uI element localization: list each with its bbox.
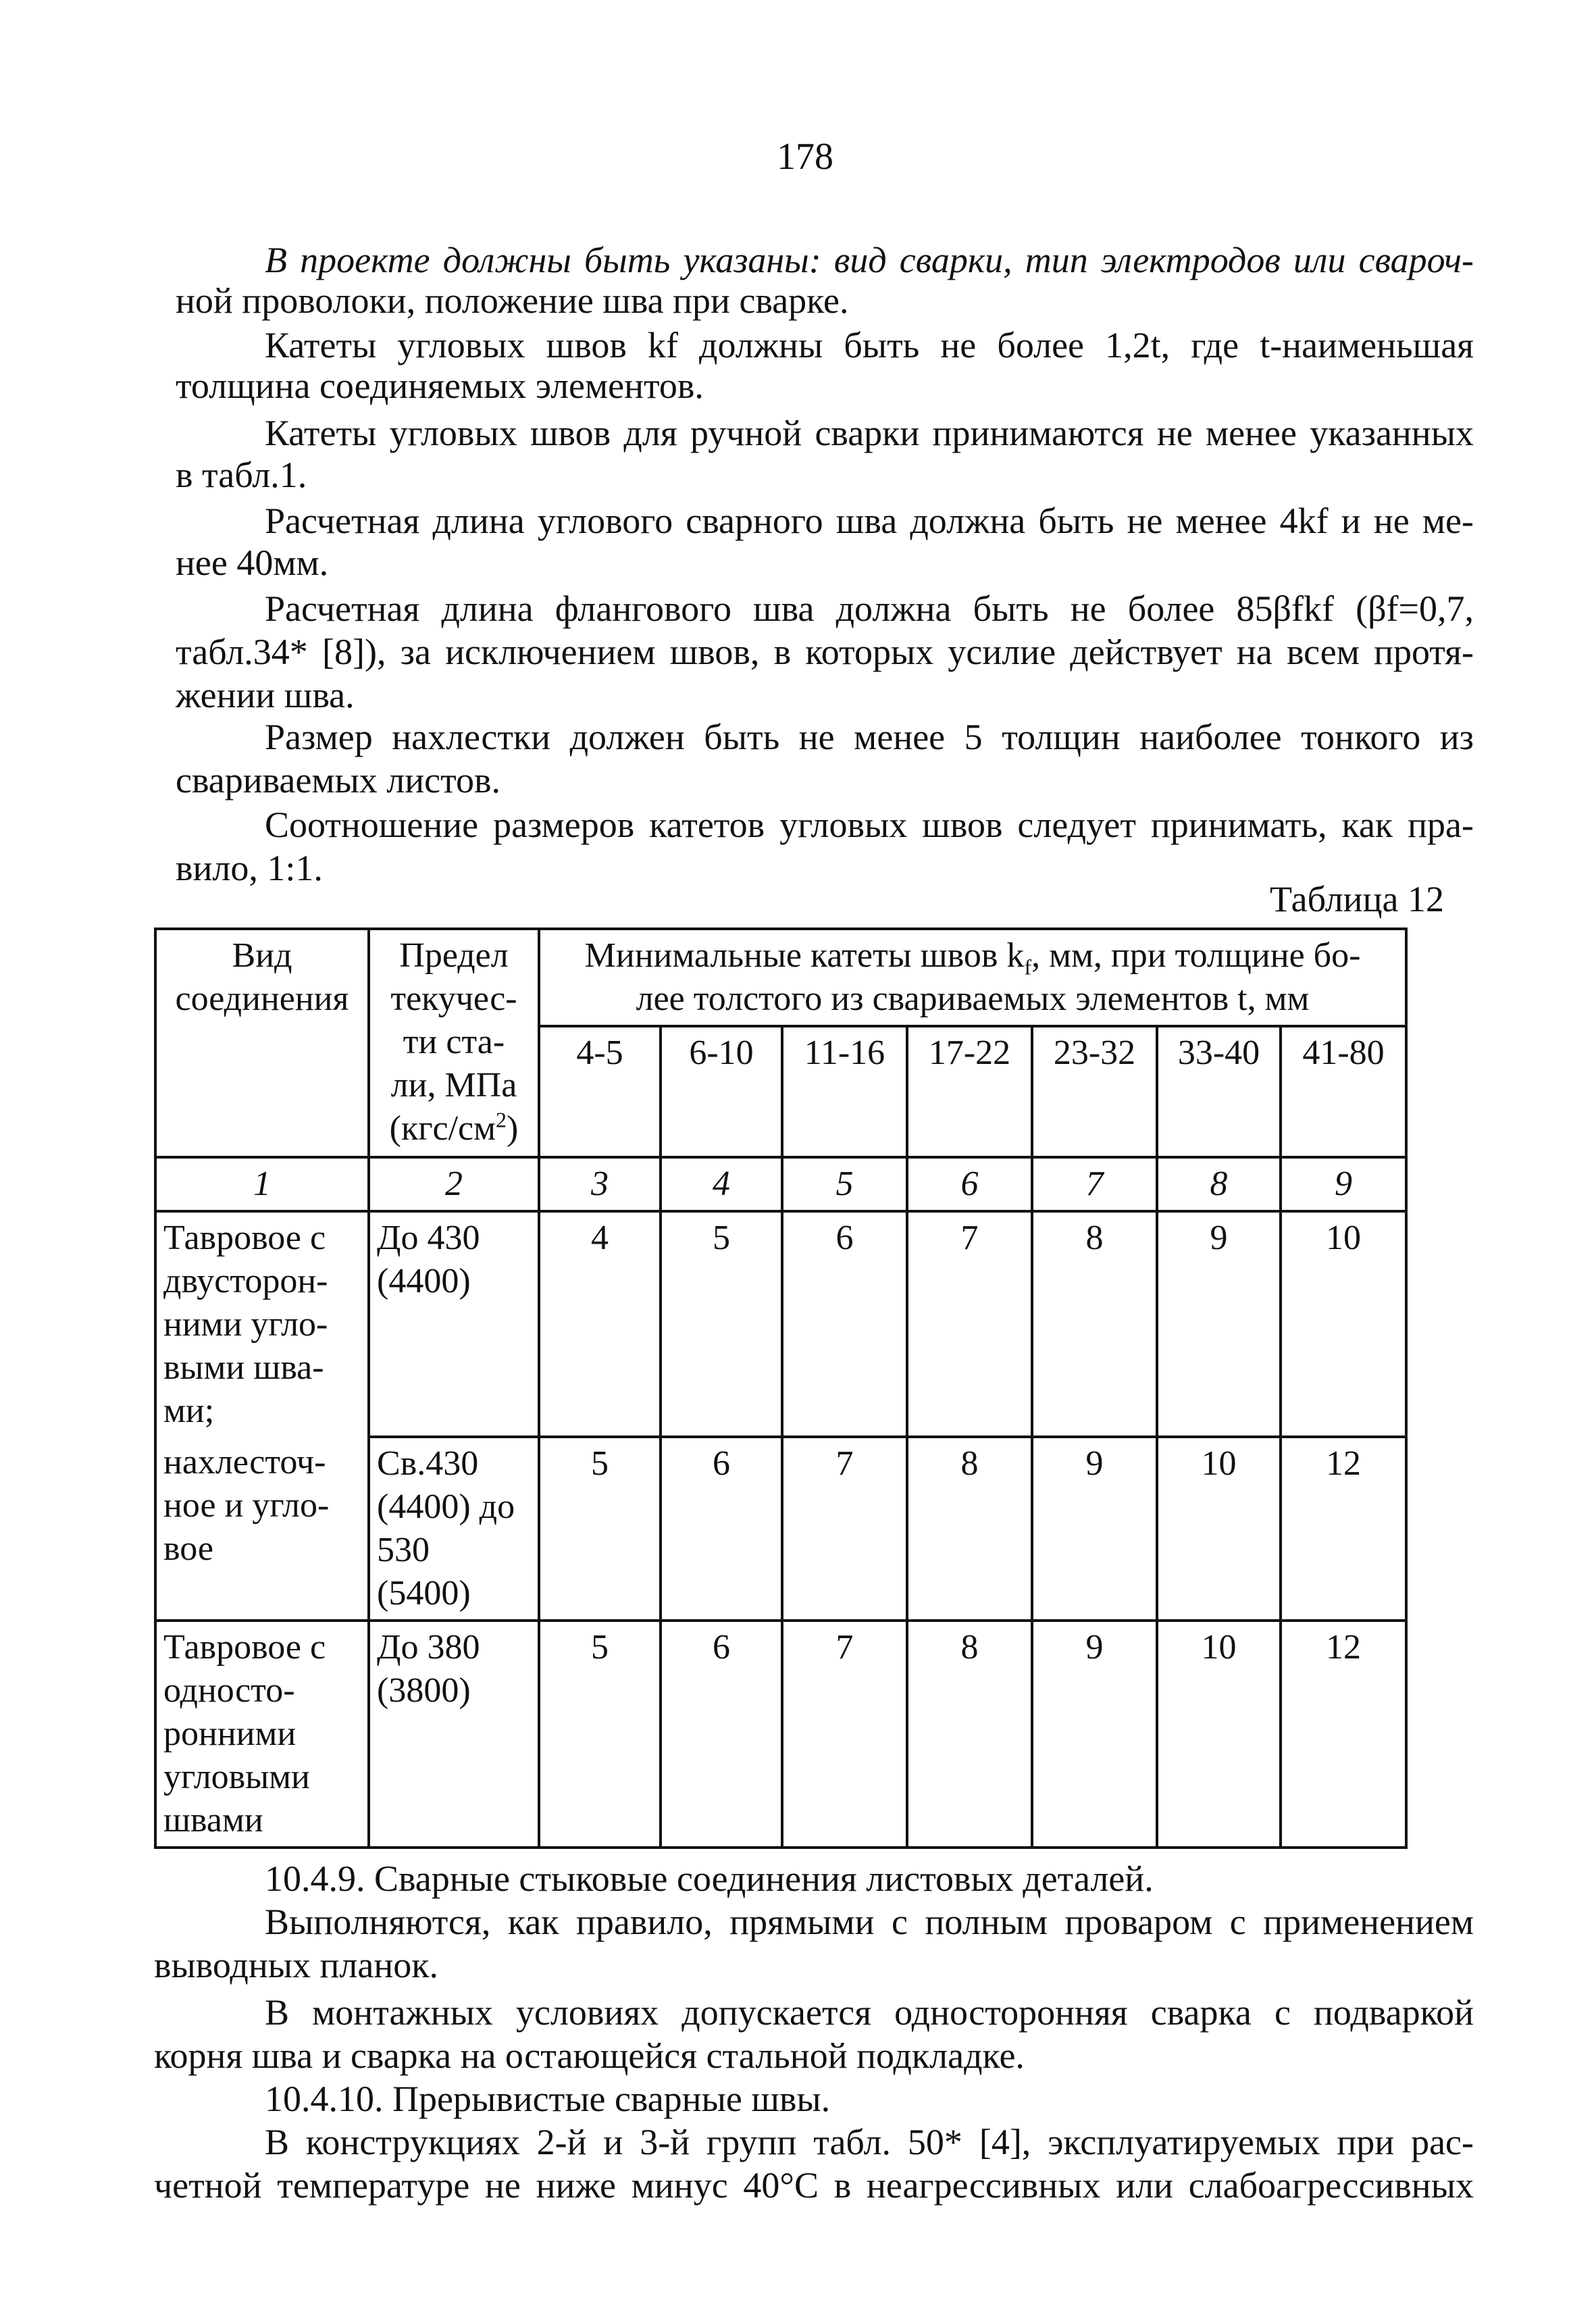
strength-cell: До 430 (4400) [369, 1211, 539, 1437]
after-paragraph-1-line-2: выводных планок. [154, 1945, 438, 1985]
column-number: 8 [1157, 1157, 1281, 1211]
paragraph-6-line-1: Размер нахлестки должен быть не менее 5 толщин наиболее тонкого из [265, 717, 1474, 757]
paragraph-2-line-1: Катеты угловых швов kf должны быть не более 1,2t, где t-наименьшая [265, 325, 1474, 365]
after-paragraph-2-line-2: корня шва и сварка на остающейся стальной подкладке. [154, 2035, 1025, 2076]
header-yield-strength: Предел текучес- ти ста- ли, МПа $(кгс/см^2)$ [369, 929, 539, 1157]
column-number: 2 [369, 1157, 539, 1211]
value-cell: 5 [539, 1621, 661, 1848]
paragraph-3-line-2: в табл.1. [176, 455, 307, 495]
value-cell: 9 [1032, 1437, 1157, 1621]
value-cell: 10 [1157, 1621, 1281, 1848]
value-cell: 8 [1032, 1211, 1157, 1437]
header-thickness-33-40: 33-40 [1157, 1026, 1281, 1157]
header-thickness-11-16: 11-16 [782, 1026, 907, 1157]
paragraph-5-line-3: жении шва. [176, 675, 355, 715]
section-heading-10-4-9: 10.4.9. Сварные стыковые соединения листовых деталей. [265, 1858, 1154, 1899]
header-thickness-6-10: 6-10 [661, 1026, 782, 1157]
weld-leg-table [154, 927, 1408, 1849]
section-heading-10-4-10: 10.4.10. Прерывистые сварные швы. [265, 2079, 831, 2119]
paragraph-3-line-1: Катеты угловых швов для ручной сварки принимаются не менее указанных [265, 413, 1474, 453]
strength-cell: До 380 (3800) [369, 1621, 539, 1848]
value-cell: 6 [782, 1211, 907, 1437]
value-cell: 10 [1157, 1437, 1281, 1621]
header-joint-type: Вид соединения [155, 929, 369, 1157]
column-number: 7 [1032, 1157, 1157, 1211]
value-cell: 12 [1281, 1621, 1406, 1848]
value-cell: 4 [539, 1211, 661, 1437]
value-cell: 7 [782, 1621, 907, 1848]
after-paragraph-1-line-1: Выполняются, как правило, прямыми с полным проваром с применением [265, 1902, 1474, 1942]
value-cell: 5 [539, 1437, 661, 1621]
paragraph-7-line-2: вило, 1:1. [176, 848, 323, 888]
strength-cell: Св.430 (4400) до 530 (5400) [369, 1437, 539, 1621]
column-number: 6 [907, 1157, 1032, 1211]
value-cell: 5 [661, 1211, 782, 1437]
value-cell: 10 [1281, 1211, 1406, 1437]
table-row [155, 1437, 1406, 1621]
table-caption: Таблица 12 [1270, 879, 1444, 919]
value-cell: 12 [1281, 1437, 1406, 1621]
table-row [155, 1621, 1406, 1848]
column-number: 4 [661, 1157, 782, 1211]
table-row [155, 1211, 1406, 1437]
value-cell: 6 [661, 1437, 782, 1621]
header-thickness-4-5: 4-5 [539, 1026, 661, 1157]
after-paragraph-2-line-1: В монтажных условиях допускается односторонняя сварка с подваркой [265, 1992, 1474, 2033]
paragraph-4-line-2: нее 40мм. [176, 542, 329, 583]
paragraph-6-line-2: свариваемых листов. [176, 760, 500, 800]
joint-type-cell: нахлесточ- ное и угло- вое [155, 1437, 369, 1621]
value-cell: 8 [907, 1437, 1032, 1621]
paragraph-5-line-2: табл.34* [8]), за исключением швов, в которых усилие действует на всем протя- [176, 632, 1474, 672]
paragraph-1-line-2: ной проволоки, положение шва при сварке. [176, 280, 849, 321]
value-cell: 9 [1032, 1621, 1157, 1848]
column-number: 9 [1281, 1157, 1406, 1211]
header-min-leg: Минимальные катеты швов $k_f$, мм, при толщине бо- лее толстого из свариваемых элементов t, мм [539, 929, 1406, 1026]
value-cell: 8 [907, 1621, 1032, 1848]
joint-type-cell: Тавровое с двусторон- ними угло- выми шва- ми; [155, 1211, 369, 1437]
value-cell: 9 [1157, 1211, 1281, 1437]
value-cell: 7 [782, 1437, 907, 1621]
column-number: 5 [782, 1157, 907, 1211]
joint-type-cell: Тавровое с односто- ронними угловыми швами [155, 1621, 369, 1848]
header-thickness-41-80: 41-80 [1281, 1026, 1406, 1157]
column-number: 3 [539, 1157, 661, 1211]
header-thickness-23-32: 23-32 [1032, 1026, 1157, 1157]
page-number: 178 [777, 136, 833, 178]
after-paragraph-3-line-2: четной температуре не ниже минус 40°С в неагрессивных или слабоагрессивных [154, 2165, 1474, 2206]
paragraph-1-line-1: В проекте должны быть указаны: вид сварки, тип электродов или свароч- [265, 240, 1474, 280]
column-number: 1 [155, 1157, 369, 1211]
paragraph-7-line-1: Соотношение размеров катетов угловых швов следует принимать, как пра- [265, 805, 1474, 845]
value-cell: 7 [907, 1211, 1032, 1437]
paragraph-2-line-2: толщина соединяемых элементов. [176, 365, 704, 406]
after-paragraph-3-line-1: В конструкциях 2-й и 3-й групп табл. 50* [4], эксплуатируемых при рас- [265, 2122, 1474, 2162]
header-thickness-17-22: 17-22 [907, 1026, 1032, 1157]
value-cell: 6 [661, 1621, 782, 1848]
paragraph-5-line-1: Расчетная длина флангового шва должна быть не более 85βfkf (βf=0,7, [265, 588, 1474, 629]
paragraph-4-line-1: Расчетная длина углового сварного шва должна быть не менее 4kf и не ме- [265, 501, 1474, 541]
